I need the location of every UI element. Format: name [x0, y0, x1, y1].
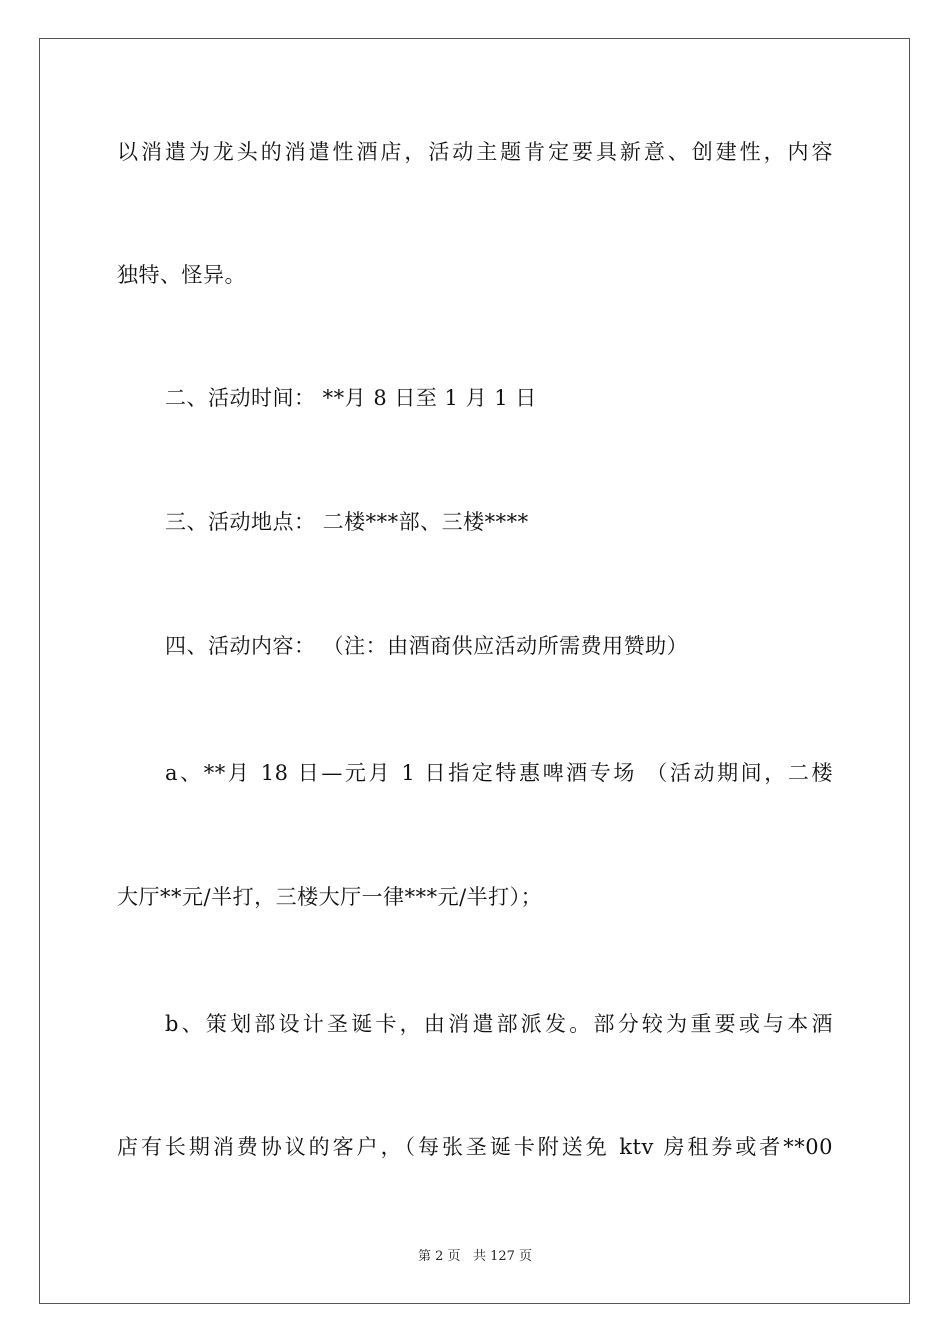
page-frame	[39, 38, 910, 1304]
item-a-line-2: 大厅**元/半打，三楼大厅一律***元/半打）；	[117, 885, 543, 909]
item-b-line-2: 店有长期消费协议的客户，（每张圣诞卡附送免 ktv 房租券或者**00	[117, 1135, 833, 1159]
item-a-line-1: a、**月 18 日—元月 1 日指定特惠啤酒专场 （活动期间，二楼	[165, 761, 833, 785]
paragraph-line-2: 独特、怪异。	[117, 263, 246, 287]
page-total: 共 127 页	[472, 1249, 533, 1264]
page-number: 第 2 页	[417, 1249, 461, 1264]
paragraph-line-1: 以消遣为龙头的消遣性酒店，活动主题肯定要具新意、创建性，内容	[117, 140, 833, 164]
activity-content-line: 四、活动内容： （注：由酒商供应活动所需费用赞助）	[165, 634, 689, 658]
activity-time-line: 二、活动时间： **月 8 日至 1 月 1 日	[165, 386, 537, 410]
item-b-line-1: b、策划部设计圣诞卡，由消遣部派发。部分较为重要或与本酒	[165, 1012, 833, 1036]
activity-location-line: 三、活动地点： 二楼***部、三楼****	[165, 510, 529, 534]
page-footer	[0, 1248, 950, 1266]
